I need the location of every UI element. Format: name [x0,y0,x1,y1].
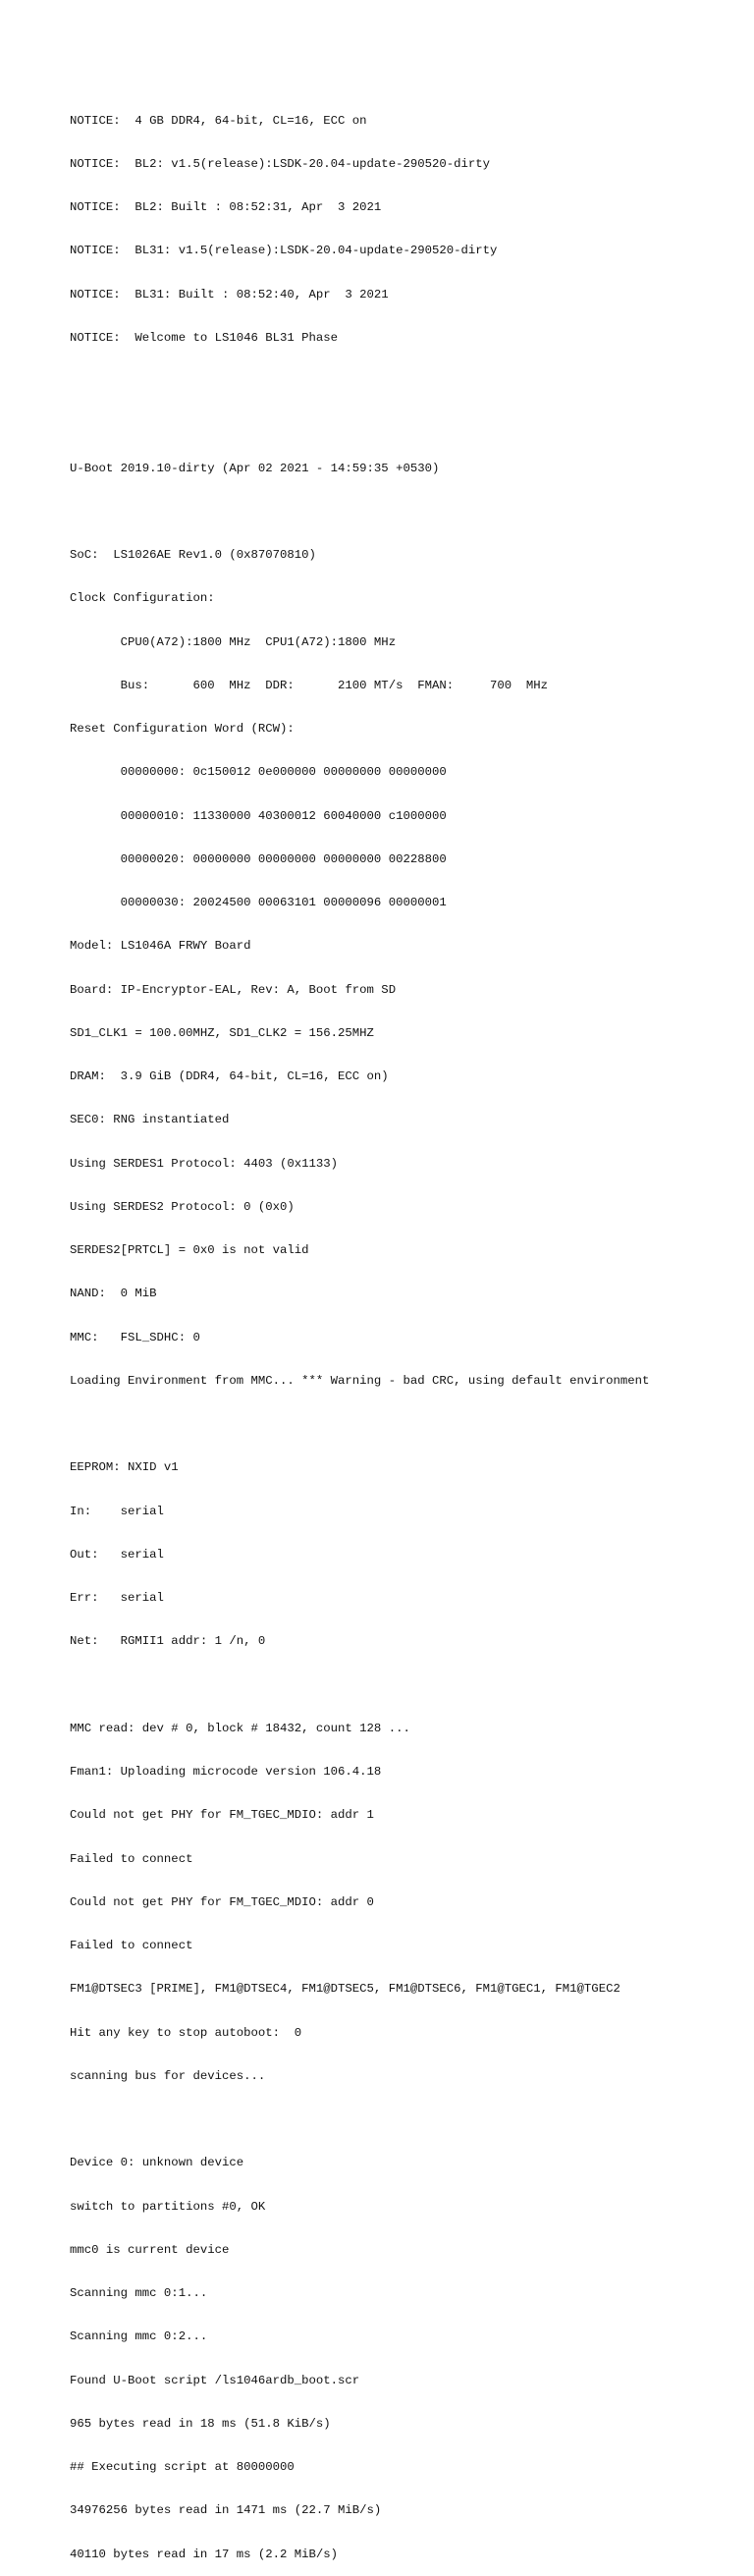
console-line: ## Executing script at 80000000 [70,2460,295,2474]
console-line: 34976256 bytes read in 1471 ms (22.7 MiB/s) [70,2503,382,2518]
console-line: NAND: 0 MiB [70,1287,157,1301]
console-line: 00000010: 11330000 40300012 60040000 c1000000 [70,808,447,823]
console-line: 40110 bytes read in 17 ms (2.2 MiB/s) [70,2547,339,2561]
console-line [70,505,747,520]
console-line: Reset Configuration Word (RCW): [70,722,295,736]
console-line: Model: LS1046A FRWY Board [70,939,251,954]
console-line: Hit any key to stop autoboot: 0 [70,2025,302,2040]
console-line [70,1417,747,1432]
console-line: FM1@DTSEC3 [PRIME], FM1@DTSEC4, FM1@DTSEC5, FM1@DTSEC6, FM1@TGEC1, FM1@TGEC2 [70,1982,620,1997]
console-line: CPU0(A72):1800 MHz CPU1(A72):1800 MHz [70,634,397,649]
console-line: EEPROM: NXID v1 [70,1460,179,1475]
console-line: Failed to connect [70,1939,193,1952]
console-line: SoC: LS1026AE Rev1.0 (0x87070810) [70,548,316,562]
console-line: mmc0 is current device [70,2242,230,2257]
console-line: Scanning mmc 0:1... [70,2286,208,2300]
console-line [70,417,747,432]
console-line: Net: RGMII1 addr: 1 /n, 0 [70,1634,266,1649]
console-line [70,2112,747,2127]
console-line: NOTICE: BL2: v1.5(release):LSDK-20.04-update-290520-dirty [70,156,491,171]
console-line [70,374,747,389]
console-line: U-Boot 2019.10-dirty (Apr 02 2021 - 14:59:35 +0530) [70,461,440,475]
console-line: SD1_CLK1 = 100.00MHZ, SD1_CLK2 = 156.25MHZ [70,1025,374,1040]
console-line: Found U-Boot script /ls1046ardb_boot.scr [70,2373,360,2387]
console-line: Scanning mmc 0:2... [70,2329,208,2344]
console-line: NOTICE: BL2: Built : 08:52:31, Apr 3 2021 [70,200,382,214]
console-line: MMC: FSL_SDHC: 0 [70,1330,200,1344]
console-line: 00000030: 20024500 00063101 00000096 00000001 [70,896,447,909]
boot-console-log [70,84,747,2576]
console-line [70,1678,747,1693]
console-line: DRAM: 3.9 GiB (DDR4, 64-bit, CL=16, ECC on) [70,1069,389,1083]
console-line: switch to partitions #0, OK [70,2199,266,2214]
console-line: 00000000: 0c150012 0e000000 00000000 00000000 [70,765,447,780]
console-line: NOTICE: BL31: Built : 08:52:40, Apr 3 2021 [70,287,389,301]
console-line: Failed to connect [70,1851,193,1866]
console-line: Could not get PHY for FM_TGEC_MDIO: addr 1 [70,1808,374,1823]
console-line: Fman1: Uploading microcode version 106.4.18 [70,1765,382,1779]
console-line: In: serial [70,1504,164,1518]
console-line: NOTICE: 4 GB DDR4, 64-bit, CL=16, ECC on [70,113,367,128]
console-line: 965 bytes read in 18 ms (51.8 KiB/s) [70,2416,331,2431]
console-line: Err: serial [70,1591,164,1605]
console-line: SEC0: RNG instantiated [70,1113,230,1127]
console-line: Using SERDES1 Protocol: 4403 (0x1133) [70,1156,339,1171]
console-line: 00000020: 00000000 00000000 00000000 00228800 [70,851,447,866]
console-line: NOTICE: Welcome to LS1046 BL31 Phase [70,330,339,345]
console-line: Bus: 600 MHz DDR: 2100 MT/s FMAN: 700 MHz [70,678,549,692]
console-line: Loading Environment from MMC... *** Warning - bad CRC, using default environment [70,1373,650,1388]
console-line: MMC read: dev # 0, block # 18432, count 128 ... [70,1721,410,1735]
console-line: Clock Configuration: [70,591,215,606]
console-line: SERDES2[PRTCL] = 0x0 is not valid [70,1243,309,1257]
console-line: Device 0: unknown device [70,2156,244,2170]
console-line: Could not get PHY for FM_TGEC_MDIO: addr 0 [70,1894,374,1909]
console-line: Using SERDES2 Protocol: 0 (0x0) [70,1199,295,1214]
console-line: Out: serial [70,1547,164,1562]
console-line: NOTICE: BL31: v1.5(release):LSDK-20.04-update-290520-dirty [70,244,498,258]
console-line: Board: IP-Encryptor-EAL, Rev: A, Boot from SD [70,982,397,997]
console-line: scanning bus for devices... [70,2068,266,2083]
